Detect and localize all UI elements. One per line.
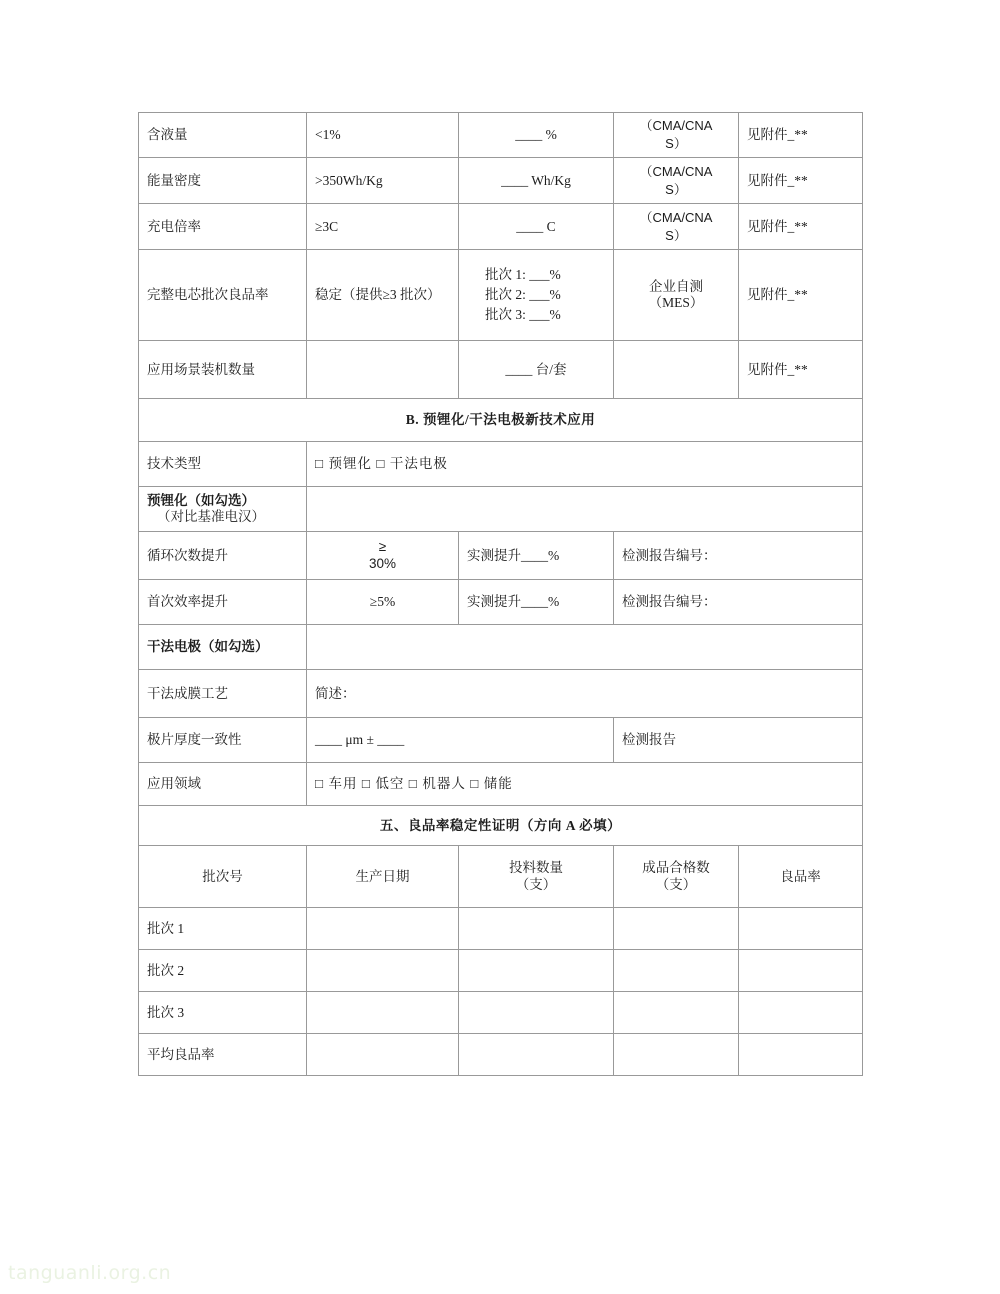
batch-row-label-0: 批次 1: [139, 908, 307, 950]
prelithiation-label-line1: 预锂化（如勾选）: [147, 492, 255, 508]
prelithiation-label: [139, 487, 307, 532]
batch-row-qualified-0[interactable]: [614, 908, 739, 950]
table-row: [139, 950, 863, 992]
cycle-report: 检测报告编号：: [614, 532, 863, 580]
spec-name-1: 能量密度: [139, 158, 307, 204]
table-row: [139, 908, 863, 950]
spec-evidence-1: 见附件_**: [739, 158, 863, 204]
thickness-value: ____ μm ± ____: [307, 718, 614, 763]
spec-name-2: 充电倍率: [139, 204, 307, 250]
dry-electrode-value: [307, 625, 863, 670]
col-header-date: 生产日期: [307, 846, 459, 908]
yield-batches: [459, 250, 614, 341]
section-b-title: B. 预锂化/干法电极新技术应用: [139, 399, 863, 442]
section-five-title: 五、良品率稳定性证明（方向 A 必填）: [139, 806, 863, 846]
batch-row-date-2[interactable]: [307, 992, 459, 1034]
dry-film-label: 干法成膜工艺: [139, 670, 307, 718]
spec-method-1: [614, 158, 739, 204]
efficiency-label: 首次效率提升: [139, 580, 307, 625]
spec-requirement-0: <1%: [307, 113, 459, 158]
application-options[interactable]: □ 车用 □ 低空 □ 机器人 □ 储能: [307, 763, 863, 806]
batch-row-date-3[interactable]: [307, 1034, 459, 1076]
batch-row-input-3[interactable]: [459, 1034, 614, 1076]
col-header-input-line2: （支）: [515, 876, 557, 892]
spec-method-line1-0: （CMA/CNA: [639, 118, 713, 134]
yield-name: 完整电芯批次良品率: [139, 250, 307, 341]
efficiency-report: 检测报告编号：: [614, 580, 863, 625]
cycle-threshold-line1: ≥: [378, 539, 387, 555]
batch-row-label-1: 批次 2: [139, 950, 307, 992]
batch-row-qualified-1[interactable]: [614, 950, 739, 992]
yield-batch-1: 批次 1: ___%: [485, 266, 561, 282]
yield-method-line1: 企业自测: [649, 278, 703, 294]
table-row: [139, 1034, 863, 1076]
table-row: [139, 250, 863, 341]
install-evidence: 见附件_**: [739, 341, 863, 399]
cycle-label: 循环次数提升: [139, 532, 307, 580]
col-header-qualified: [614, 846, 739, 908]
table-row: [139, 442, 863, 487]
spec-method-line2-1: S）: [665, 181, 687, 197]
batch-row-rate-3[interactable]: [739, 1034, 863, 1076]
col-header-qualified-line1: 成品合格数: [642, 860, 710, 876]
spec-method-2: [614, 204, 739, 250]
specification-form-table: [138, 112, 863, 1076]
dry-electrode-label: 干法电极（如勾选）: [139, 625, 307, 670]
spec-method-0: [614, 113, 739, 158]
col-header-input-line1: 投料数量: [509, 860, 563, 876]
yield-requirement: 稳定（提供≥3 批次）: [307, 250, 459, 341]
spec-method-line1-1: （CMA/CNA: [639, 163, 713, 179]
spec-method-line2-0: S）: [665, 136, 687, 151]
cycle-threshold-line2: 30%: [368, 555, 397, 571]
table-row: [139, 341, 863, 399]
spec-requirement-1: >350Wh/Kg: [307, 158, 459, 204]
batch-row-rate-1[interactable]: [739, 950, 863, 992]
prelithiation-label-line2: （对比基准电汉）: [157, 509, 265, 524]
table-row: [139, 763, 863, 806]
yield-evidence: 见附件_**: [739, 250, 863, 341]
dry-film-value: 简述：: [307, 670, 863, 718]
batch-row-date-0[interactable]: [307, 908, 459, 950]
spec-evidence-2: 见附件_**: [739, 204, 863, 250]
col-header-qualified-line2: （支）: [655, 876, 697, 892]
section-b-header-row: [139, 399, 863, 442]
batch-row-input-2[interactable]: [459, 992, 614, 1034]
cycle-threshold: [307, 532, 459, 580]
spec-requirement-2: ≥3C: [307, 204, 459, 250]
prelithiation-value: [307, 487, 863, 532]
tech-type-options[interactable]: □ 预锂化 □ 干法电极: [307, 442, 863, 487]
thickness-label: 极片厚度一致性: [139, 718, 307, 763]
table-row: [139, 158, 863, 204]
tech-type-label: 技术类型: [139, 442, 307, 487]
spec-name-0: 含液量: [139, 113, 307, 158]
col-header-batch: 批次号: [139, 846, 307, 908]
batch-row-label-3: 平均良品率: [139, 1034, 307, 1076]
install-requirement: [307, 341, 459, 399]
spec-evidence-0: 见附件_**: [739, 113, 863, 158]
table-row: [139, 625, 863, 670]
table-row: [139, 532, 863, 580]
install-name: 应用场景装机数量: [139, 341, 307, 399]
batch-row-label-2: 批次 3: [139, 992, 307, 1034]
install-measured: ____ 台/套: [459, 341, 614, 399]
spec-measured-2: ____ C: [459, 204, 614, 250]
install-method: [614, 341, 739, 399]
application-label: 应用领域: [139, 763, 307, 806]
col-header-input: [459, 846, 614, 908]
table-row: [139, 670, 863, 718]
table-row: [139, 113, 863, 158]
yield-batch-2: 批次 2: ___%: [485, 286, 561, 302]
section-five-column-headers: [139, 846, 863, 908]
batch-row-rate-0[interactable]: [739, 908, 863, 950]
batch-row-input-0[interactable]: [459, 908, 614, 950]
efficiency-measured: 实测提升____%: [459, 580, 614, 625]
yield-batch-3: 批次 3: ___%: [485, 307, 561, 323]
yield-method-line2: （MES）: [648, 295, 704, 310]
spec-measured-0: ____ %: [459, 113, 614, 158]
table-row: [139, 580, 863, 625]
spec-measured-1: ____ Wh/Kg: [459, 158, 614, 204]
spec-method-line2-2: S）: [665, 227, 687, 243]
cycle-measured: 实测提升____%: [459, 532, 614, 580]
table-row: [139, 718, 863, 763]
batch-row-qualified-2[interactable]: [614, 992, 739, 1034]
section-five-header-row: [139, 806, 863, 846]
batch-row-qualified-3[interactable]: [614, 1034, 739, 1076]
spec-method-line1-2: （CMA/CNA: [639, 209, 713, 225]
table-row: [139, 487, 863, 532]
batch-row-rate-2[interactable]: [739, 992, 863, 1034]
yield-method: [614, 250, 739, 341]
batch-row-date-1[interactable]: [307, 950, 459, 992]
efficiency-threshold: ≥5%: [307, 580, 459, 625]
col-header-rate: 良品率: [739, 846, 863, 908]
site-watermark: tanguanli.org.cn: [8, 1262, 172, 1284]
table-row: [139, 204, 863, 250]
batch-row-input-1[interactable]: [459, 950, 614, 992]
table-row: [139, 992, 863, 1034]
thickness-report: 检测报告: [614, 718, 863, 763]
